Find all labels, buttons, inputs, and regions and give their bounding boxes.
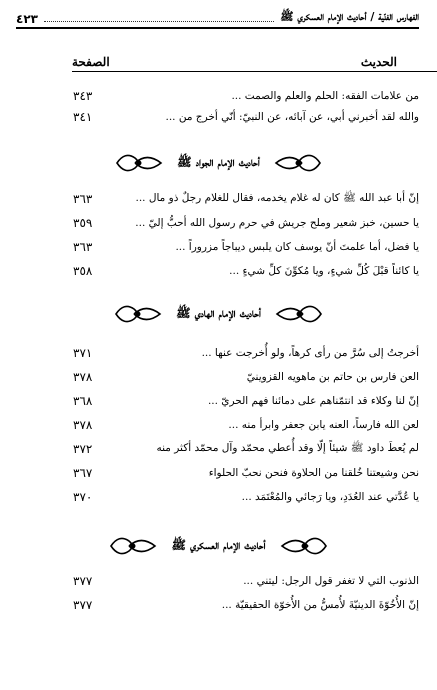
hadith-text: من علامات الفقه: الحلم والعلم والصمت ... xyxy=(231,90,419,102)
index-row xyxy=(16,488,419,506)
hadith-text: إنّ الأُخُوّةَ الدينيّةَ لأُمسُّ من الأُخوّة الحقيقيّة ... xyxy=(221,599,419,611)
index-row xyxy=(16,368,419,386)
section-banner-jawad xyxy=(0,145,437,181)
page-ref: ٣٧٧ xyxy=(73,574,93,588)
hadith-text: إنّ لنا وكلاء قد انتمّناهم على دمائنا فهم الحريّ ... xyxy=(207,395,419,407)
section-title: أحاديث الإمام الجواد ﷺ xyxy=(177,154,260,169)
index-row xyxy=(16,344,419,362)
ornament-icon xyxy=(109,531,157,561)
index-row xyxy=(16,416,419,434)
page-ref: ٣٤١ xyxy=(73,110,93,124)
page-ref: ٣٧١ xyxy=(73,346,93,360)
page-ref: ٣٦٧ xyxy=(73,466,93,480)
hadith-text: العن فارس بن حاتم بن ماهويه القزوينيّ xyxy=(246,371,419,383)
index-row xyxy=(16,262,419,280)
page-ref: ٣٧٧ xyxy=(73,598,93,612)
hadith-text: أخرجتُ إلى سُرَّ من رأى كرهاً، ولو أُخرجت عنها ... xyxy=(201,347,419,359)
index-row xyxy=(16,214,419,232)
page-ref: ٣٧٨ xyxy=(73,370,93,384)
running-title: الفهارس الفنّية / أحاديث الإمام العسكري ﷺ xyxy=(280,10,419,23)
ornament-icon xyxy=(114,299,162,329)
ornament-icon xyxy=(115,148,163,178)
page-number: ٤٢٣ xyxy=(16,12,38,26)
column-header-hadith-label: الحديث xyxy=(360,55,397,69)
hadith-text: يا عُدَّتي عند العُدَدِ، ويا رَجائي والمُعْتَمَد ... xyxy=(241,491,419,503)
section-banner-hadi xyxy=(0,296,437,332)
index-row xyxy=(16,190,419,208)
page-ref: ٣٥٨ xyxy=(73,264,93,278)
ornament-icon xyxy=(280,531,328,561)
index-row xyxy=(16,596,419,614)
index-row xyxy=(16,440,419,458)
index-row xyxy=(16,108,419,126)
column-header-underline xyxy=(72,71,437,72)
hadith-text: يا كائناً قبْلَ كُلِّ شيءٍ، ويا مُكوِّنَ كلِّ شيءٍ ... xyxy=(229,265,419,277)
page-ref: ٣٦٣ xyxy=(73,192,93,206)
column-header-page-label: الصفحة xyxy=(72,55,110,69)
page-ref: ٣٧٢ xyxy=(73,442,93,456)
section-title: أحاديث الإمام الهادي ﷺ xyxy=(176,305,261,320)
section-title: أحاديث الإمام العسكري ﷺ xyxy=(171,537,266,552)
dotted-leader xyxy=(44,21,274,22)
page-ref: ٣٧٨ xyxy=(73,418,93,432)
page-ref: ٣٤٣ xyxy=(73,89,93,103)
index-row xyxy=(16,464,419,482)
ornament-icon xyxy=(275,299,323,329)
page-ref: ٣٥٩ xyxy=(73,216,93,230)
hadith-text: إنّ أبا عبد الله ﷺ كان له غلام يخدمه، فقال للغلام رجلٌ ذو مال ... xyxy=(135,191,419,204)
index-row xyxy=(16,572,419,590)
hadith-text: يا حسين، خبز شعير وملح جريش في حرم رسول الله أحبُّ إليّ ... xyxy=(135,217,419,229)
page-ref: ٣٧٠ xyxy=(73,490,93,504)
page-ref: ٣٦٨ xyxy=(73,394,93,408)
section-banner-askari xyxy=(0,528,437,564)
hadith-text: الذنوب التي لا تغفر قول الرجل: ليتني ... xyxy=(243,575,419,587)
page-ref: ٣٦٣ xyxy=(73,240,93,254)
hadith-text: لم يُعطَ داود ﷺ شيئاً إلّا وقد أُعطي محمّد وآل محمّد أكثر منه xyxy=(156,441,419,454)
index-row xyxy=(16,392,419,410)
hadith-text: لعن الله فارساً، العنه يابن جعفر وابرأ منه ... xyxy=(228,419,419,431)
index-row xyxy=(16,238,419,256)
header-rule xyxy=(16,27,419,29)
ornament-icon xyxy=(274,148,322,178)
running-head xyxy=(16,6,419,26)
index-row xyxy=(16,87,419,105)
hadith-text: والله لقد أخبرني أبي، عن آبائه، عن النبيّ: أنّي أخرج من ... xyxy=(165,111,419,123)
hadith-text: نحن وشيعتنا خُلقنا من الحلاوة فنحن نحبّ الحلواء xyxy=(208,467,419,479)
hadith-text: يا فضل، أما علمتَ أنّ يوسف كان يلبس ديباجاً مزروراً ... xyxy=(175,241,419,253)
